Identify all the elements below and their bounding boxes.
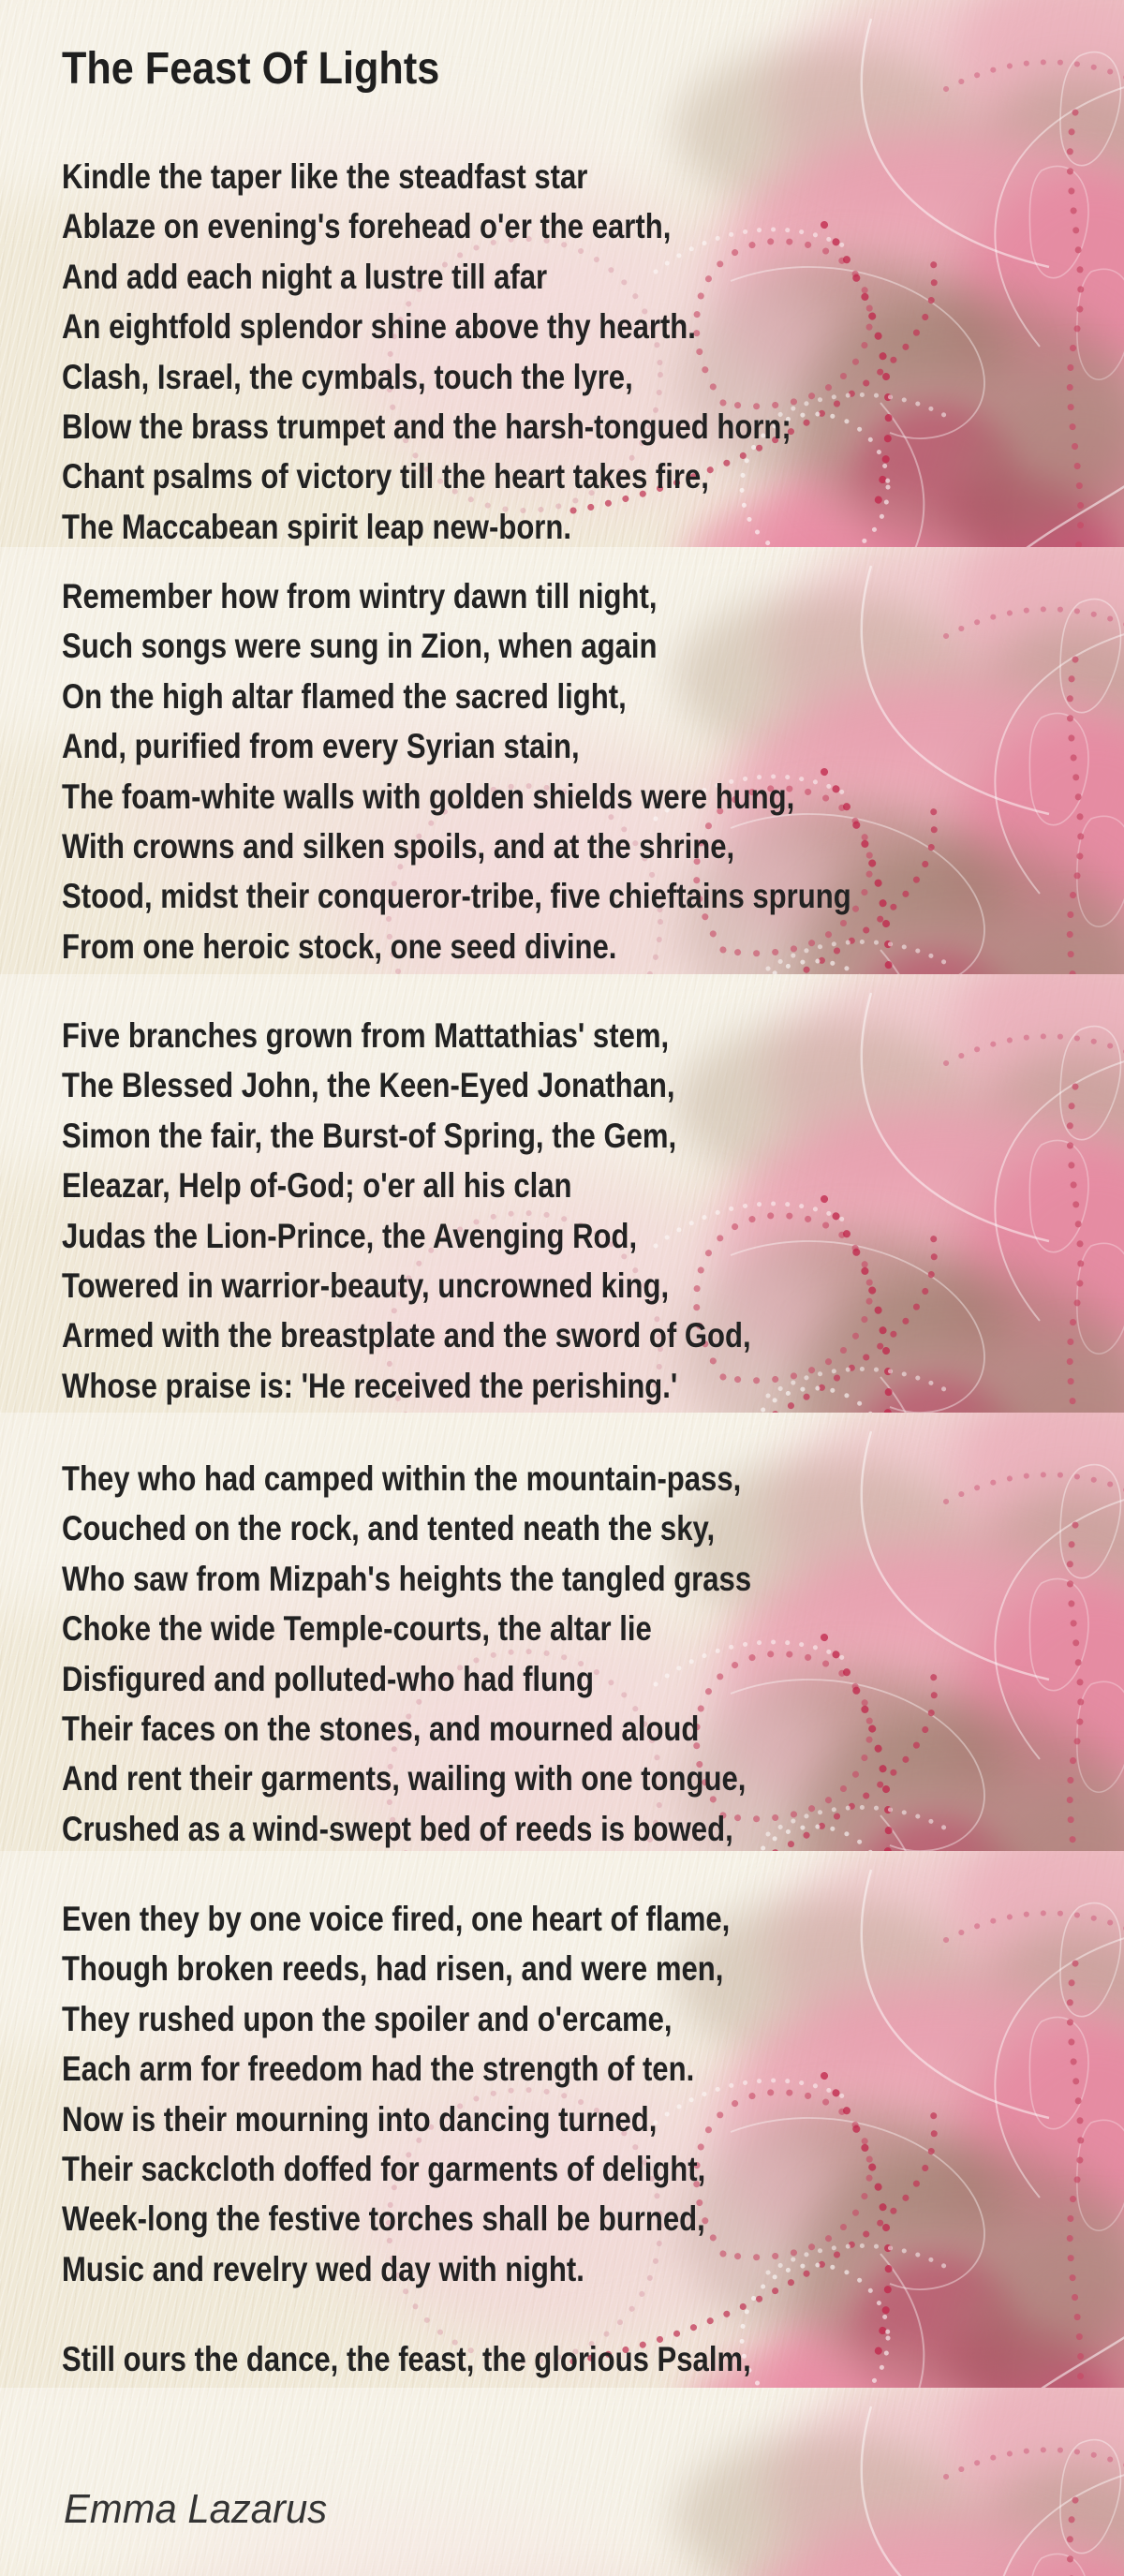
poem-line: Though broken reeds, had risen, and were men, — [62, 1949, 724, 1989]
poem-line: Five branches grown from Mattathias' stem, — [62, 1016, 670, 1055]
poem-line: Towered in warrior-beauty, uncrowned king, — [62, 1266, 670, 1306]
poem-line: Week-long the festive torches shall be burned, — [62, 2199, 705, 2239]
poem-title: The Feast Of Lights — [62, 44, 440, 94]
poem-line: The Maccabean spirit leap new-born. — [62, 507, 572, 546]
stanza-2 — [62, 571, 1001, 971]
poem-line: Their sackcloth doffed for garments of delight, — [62, 2150, 706, 2189]
poem-line: Couched on the rock, and tented neath the sky, — [62, 1509, 716, 1548]
poem-line: Stood, midst their conqueror-tribe, five chieftains sprung — [62, 877, 851, 916]
poem-line: And, purified from every Syrian stain, — [62, 727, 580, 766]
stanza-1 — [62, 152, 930, 552]
poem-line: With crowns and silken spoils, and at the shrine, — [62, 827, 735, 866]
stanza-3 — [62, 1011, 882, 1411]
poem-line: Such songs were sung in Zion, when again — [62, 627, 658, 666]
poem-line: The Blessed John, the Keen-Eyed Jonathan, — [62, 1066, 675, 1105]
poem-line: And rent their garments, wailing with one tongue, — [62, 1759, 747, 1799]
poem-line: Clash, Israel, the cymbals, touch the lyre, — [62, 357, 633, 396]
poem-line: Choke the wide Temple-courts, the altar lie — [62, 1609, 652, 1649]
poem-line: Blow the brass trumpet and the harsh-tongued horn; — [62, 407, 791, 447]
poem-author: Emma Lazarus — [64, 2486, 328, 2532]
background-strip — [0, 2388, 1124, 2576]
stanza-5 — [62, 1894, 857, 2294]
poem-line: They who had camped within the mountain-pass, — [62, 1459, 742, 1498]
stanza-6 — [62, 2334, 882, 2384]
poem-line: And add each night a lustre till afar — [62, 257, 548, 296]
poem-line: Now is their mourning into dancing turned, — [62, 2099, 658, 2139]
poem-line: Disfigured and polluted-who had flung — [62, 1659, 595, 1698]
poem-line: Still ours the dance, the feast, the glorious Psalm, — [62, 2340, 751, 2378]
poem-line: From one heroic stock, one seed divine. — [62, 926, 617, 966]
poem-line: Music and revelry wed day with night. — [62, 2249, 584, 2288]
poem-line: They rushed upon the spoiler and o'ercame, — [62, 1999, 673, 2038]
poem-line: Chant psalms of victory till the heart takes fire, — [62, 457, 709, 496]
poem-line: Remember how from wintry dawn till night, — [62, 577, 658, 615]
poem-line: Who saw from Mizpah's heights the tangled grass — [62, 1559, 752, 1598]
poem-line: Armed with the breastplate and the sword of God, — [62, 1316, 751, 1355]
poem-line: Whose praise is: 'He received the perishing.' — [62, 1366, 678, 1405]
poem-line: Simon the fair, the Burst-of Spring, the Gem, — [62, 1116, 677, 1155]
poem-line: The foam-white walls with golden shields were hung, — [62, 777, 795, 816]
poem-line: On the high altar flamed the sacred light, — [62, 676, 627, 716]
poem-line: Kindle the taper like the steadfast star — [62, 157, 588, 196]
poem-line: An eightfold splendor shine above thy hearth. — [62, 307, 696, 347]
stanza-4 — [62, 1454, 882, 1854]
poem-line: Even they by one voice fired, one heart of flame, — [62, 1900, 731, 1938]
poem-line: Each arm for freedom had the strength of ten. — [62, 2050, 695, 2089]
poem-line: Their faces on the stones, and mourned aloud — [62, 1710, 700, 1749]
poem-line: Ablaze on evening's forehead o'er the earth, — [62, 207, 672, 246]
poem-line: Crushed as a wind-swept bed of reeds is bowed, — [62, 1809, 733, 1848]
poem-line: Judas the Lion-Prince, the Avenging Rod, — [62, 1216, 638, 1255]
poem-line: Eleazar, Help of-God; o'er all his clan — [62, 1166, 572, 1206]
